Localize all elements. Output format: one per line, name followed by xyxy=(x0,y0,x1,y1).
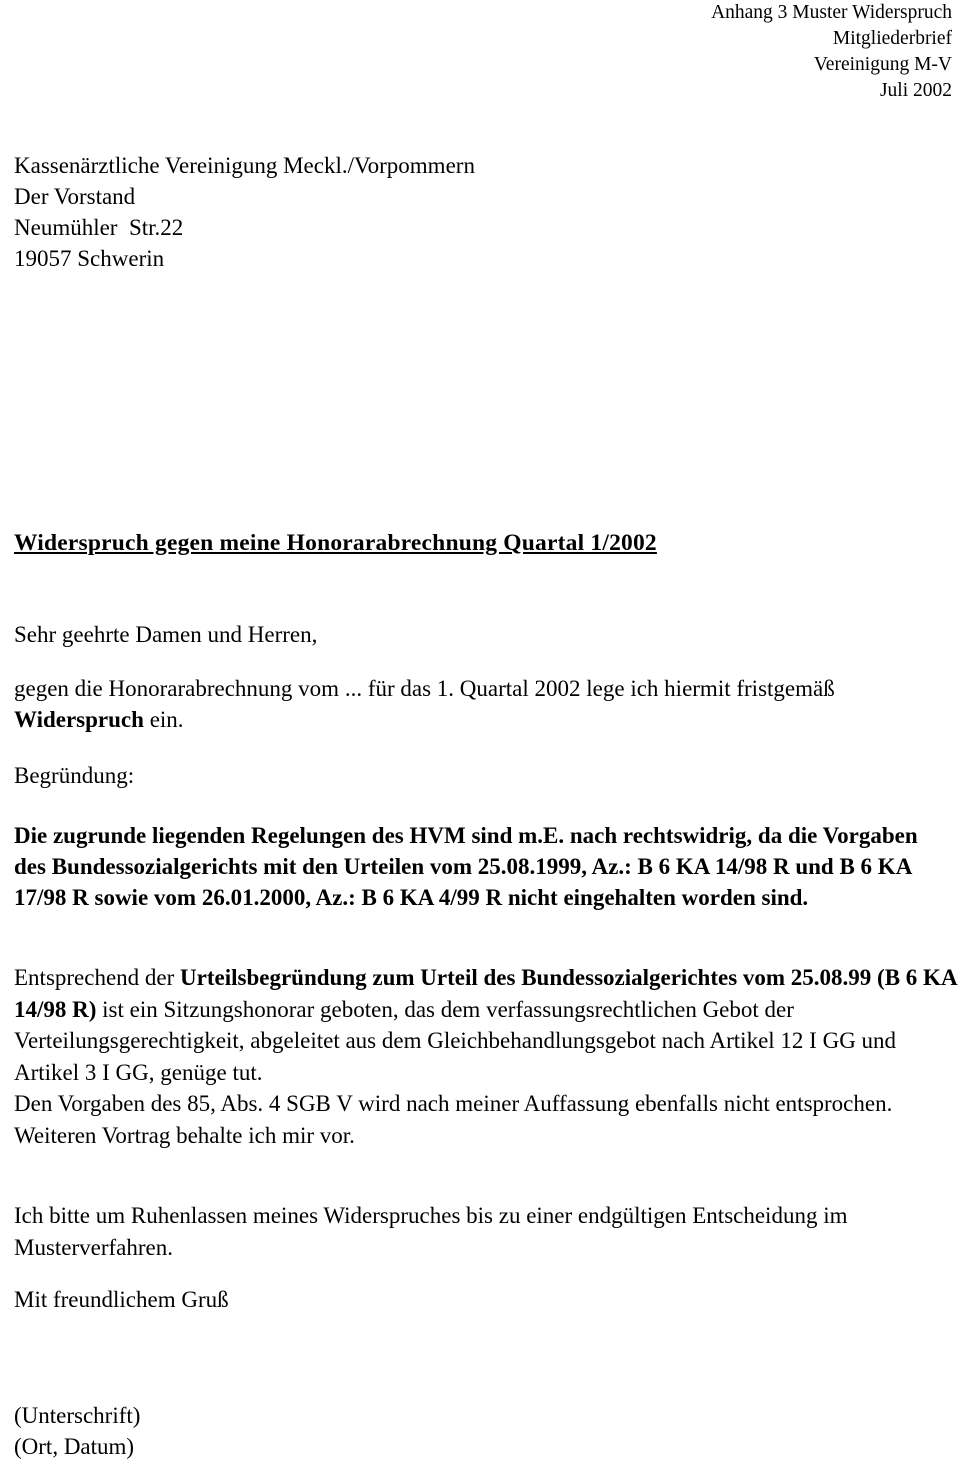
header-line-2: Mitgliederbrief xyxy=(832,28,952,49)
signature-line-unterschrift: (Unterschrift) xyxy=(14,1403,141,1428)
argument-seg5: Weiteren Vortrag behalte ich mir vor. xyxy=(14,1122,355,1148)
address-line-street: Neumühler Str.22 xyxy=(14,215,184,240)
argument-seg3: ist ein Sitzungshonorar geboten, das dem verfassungsrechtlichen Gebot der Verteilungsgerechtigkeit, abgeleitet aus dem Gleichbehandlungsgebot nach Artikel 12 I GG und Artikel 3 I GG, genüge tut. xyxy=(14,996,897,1085)
closing-greeting: Mit freundlichem Gruß xyxy=(14,1287,229,1312)
salutation: Sehr geehrte Damen und Herren, xyxy=(14,622,318,647)
signature-line-ort-datum: (Ort, Datum) xyxy=(14,1434,135,1459)
signature-block xyxy=(14,1400,140,1462)
header-line-1: Anhang 3 Muster Widerspruch xyxy=(711,2,952,23)
intro-bold-widerspruch: Widerspruch xyxy=(14,707,144,732)
intro-text-part1: gegen die Honorarabrechnung vom ... für das 1. Quartal 2002 lege ich hiermit fristgemäß xyxy=(14,676,835,701)
argument-seg1: Entsprechend der xyxy=(14,965,181,990)
intro-paragraph xyxy=(14,673,944,735)
document-header xyxy=(0,0,960,104)
argument-seg4: Den Vorgaben des 85, Abs. 4 SGB V wird nach meiner Auffassung ebenfalls nicht entsprochen. xyxy=(14,1091,893,1116)
address-line-department: Der Vorstand xyxy=(14,184,136,209)
address-line-city: 19057 Schwerin xyxy=(14,246,165,271)
header-line-3: Vereinigung M-V xyxy=(813,54,952,75)
argument-seg2-bold: Urteilsbegründung zum Urteil des Bundessozialgerichtes vom 25.08.99 (B 6 KA 14/98 R) xyxy=(14,965,957,1022)
subject-line: Widerspruch gegen meine Honorarabrechnung Quartal 1/2002 xyxy=(14,530,657,556)
address-line-organisation: Kassenärztliche Vereinigung Meckl./Vorpommern xyxy=(14,153,475,178)
header-line-4: Juli 2002 xyxy=(879,80,952,101)
reason-label: Begründung: xyxy=(14,763,135,788)
reason-paragraph-bold: Die zugrunde liegenden Regelungen des HVM sind m.E. nach rechtswidrig, da die Vorgaben des Bundessozialgerichts mit den Urteilen vom 25.08.1999, Az.: B 6 KA 14/98 R und B 6 KA 17/98 R sowie vom 26.01.2000, Az.: B 6 KA 4/99 R nicht eingehalten worden sind. xyxy=(14,823,918,910)
argument-paragraph xyxy=(14,962,958,1151)
request-paragraph: Ich bitte um Ruhenlassen meines Widerspruches bis zu einer endgültigen Entscheidung im Musterverfahren. xyxy=(14,1203,848,1260)
recipient-address xyxy=(14,150,475,274)
intro-text-part2: ein. xyxy=(143,707,184,732)
